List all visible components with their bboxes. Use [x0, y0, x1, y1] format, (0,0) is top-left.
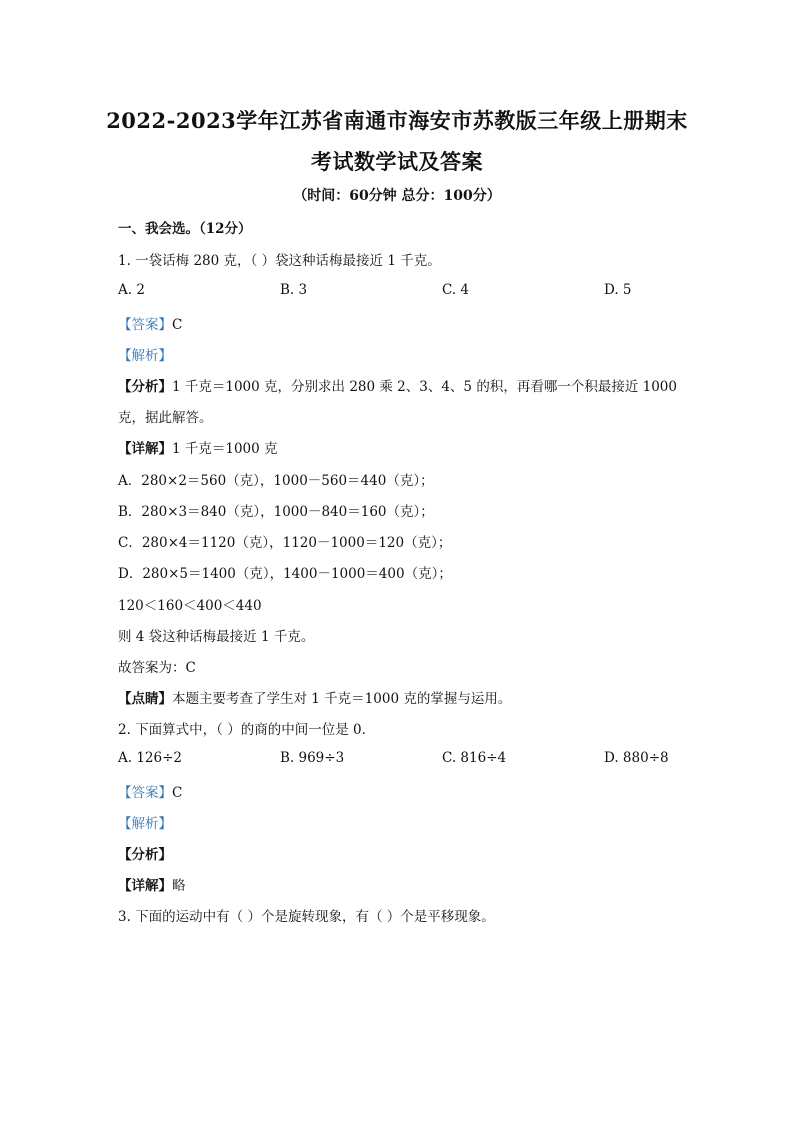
- q2-fenxi-tag: 【分析】: [118, 847, 172, 863]
- exam-info: （时间：60分钟 总分：100分）: [293, 188, 501, 204]
- answer-value: C: [172, 785, 183, 801]
- q2-option-c: C. 816÷4: [442, 750, 507, 766]
- fenxi-tag: 【分析】: [118, 379, 172, 395]
- q2-answer: [118, 781, 182, 801]
- dianjing-tag: 【点睛】: [118, 691, 172, 707]
- q1-step-c: C．280×4＝1120（克），1120－1000＝120（克）；: [118, 535, 452, 551]
- q1-option-c: C. 4: [442, 282, 470, 298]
- q1-dianjing: [118, 687, 511, 707]
- q1-analysis-tag: 【解析】: [118, 348, 172, 364]
- q1-step-b: B．280×3＝840（克），1000－840＝160（克）；: [118, 504, 434, 520]
- answer-tag: 【答案】: [118, 785, 172, 801]
- answer-value: C: [172, 317, 183, 333]
- question-3-stem: 3. 下面的运动中有（ ）个是旋转现象，有（ ）个是平移现象。: [118, 909, 495, 925]
- q1-answer: [118, 313, 182, 333]
- fenxi-text: 1 千克＝1000 克，分别求出 280 乘 2、3、4、5 的积，再看哪一个积最接近 1000: [172, 379, 677, 395]
- dianjing-text: 本题主要考查了学生对 1 千克＝1000 克的掌握与运用。: [172, 691, 512, 707]
- q1-option-d: D. 5: [604, 282, 632, 298]
- q1-option-b: B. 3: [280, 282, 308, 298]
- answer-tag: 【答案】: [118, 317, 172, 333]
- q1-compare: 120＜160＜400＜440: [118, 598, 262, 614]
- q2-option-a: A. 126÷2: [118, 750, 182, 766]
- q2-option-d: D. 880÷8: [604, 750, 669, 766]
- q1-option-a: A. 2: [118, 282, 145, 298]
- q1-final: 故答案为：C: [118, 660, 196, 676]
- xiangjie-tag: 【详解】: [118, 441, 172, 457]
- q2-xiangjie: [118, 874, 186, 894]
- q1-conclusion: 则 4 袋这种话梅最接近 1 千克。: [118, 629, 315, 645]
- q2-analysis-tag: 【解析】: [118, 816, 172, 832]
- document-title-line1: 2022-2023学年江苏省南通市海安市苏教版三年级上册期末: [106, 108, 688, 133]
- xiangjie-tag: 【详解】: [118, 878, 172, 894]
- q2-option-b: B. 969÷3: [280, 750, 345, 766]
- question-2-stem: 2. 下面算式中，（ ）的商的中间一位是 0．: [118, 722, 376, 738]
- q1-fenxi: [118, 375, 677, 395]
- section-heading: 一、我会选。（12分）: [118, 221, 252, 237]
- document-title-line2: 考试数学试及答案: [311, 149, 483, 174]
- q1-fenxi-cont: 克，据此解答。: [118, 410, 213, 426]
- q1-xiangjie: [118, 437, 278, 457]
- xiangjie-text: 略: [172, 878, 186, 894]
- q1-step-a: A．280×2＝560（克），1000－560＝440（克）；: [118, 473, 434, 489]
- q1-step-d: D．280×5＝1400（克），1400－1000＝400（克）；: [118, 566, 452, 582]
- xiangjie-text: 1 千克＝1000 克: [172, 441, 278, 457]
- question-1-stem: 1. 一袋话梅 280 克，（ ）袋这种话梅最接近 1 千克。: [118, 253, 441, 269]
